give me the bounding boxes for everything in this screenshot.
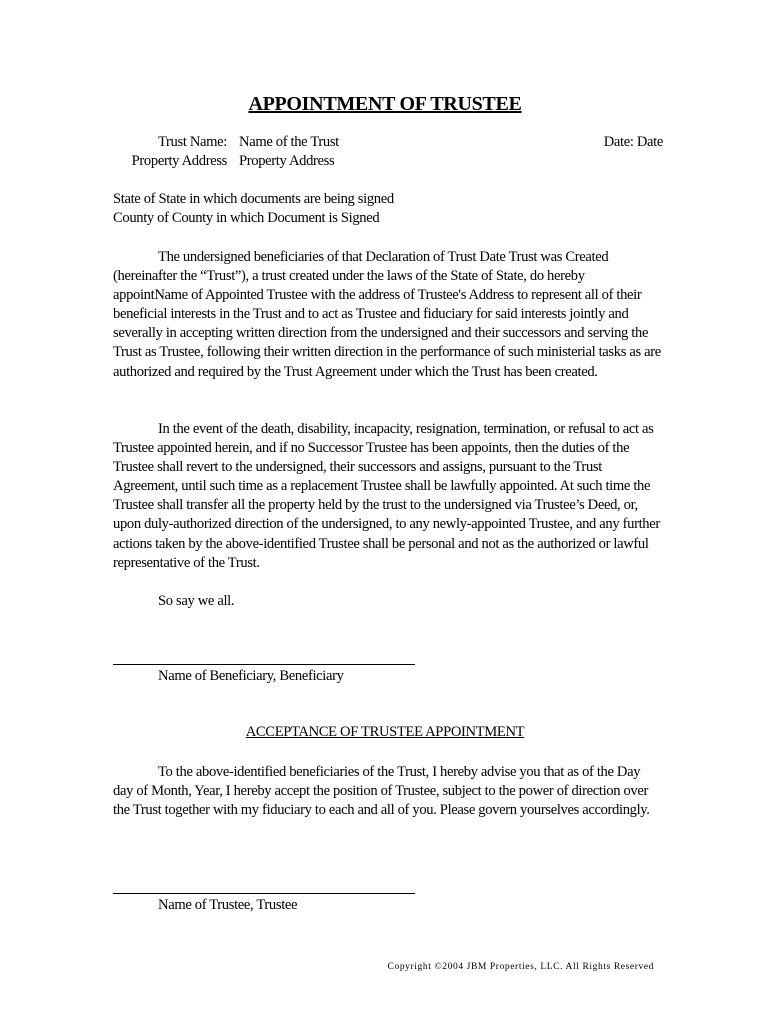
paragraph-1: The undersigned beneficiaries of that Declaration of Trust Date Trust was Created (hereinafter the “Trust”), a trust created under the laws of the State of State, do hereby appointName of Appointed Trustee with the address of Trustee's Address to represent all of their beneficial interests in the Trust and to act as Trustee and fiduciary for said interests jointly and severally in accepting written direction from the undersigned and their successors and serving the Trust as Trustee, following their written direction in the performance of such ministerial tasks as are authorized and required by the Trust Agreement under which the Trust has been created.	[113, 249, 661, 380]
trustee-signature-line	[113, 893, 415, 894]
beneficiary-signature-label: Name of Beneficiary, Beneficiary	[158, 668, 344, 684]
paragraph-3: To the above-identified beneficiaries of the Trust, I hereby advise you that as of the Day day of Month, Year, I hereby accept the position of Trustee, subject to the power of direction over the Trust together with my fiduciary to each and all of you. Please govern yourselves accordingly.	[113, 764, 650, 819]
appointment-paragraph	[113, 248, 661, 382]
state-line: State of State in which documents are being signed	[113, 191, 394, 207]
property-address-value: Property Address	[239, 153, 335, 169]
date-text: Date: Date	[603, 134, 663, 150]
acceptance-title: ACCEPTANCE OF TRUSTEE APPOINTMENT	[245, 724, 525, 740]
trust-name-value: Name of the Trust	[239, 134, 339, 150]
document-title: APPOINTMENT OF TRUSTEE	[248, 93, 522, 115]
copyright-notice: Copyright ©2004 JBM Properties, LLC. All Rights Reserved	[387, 962, 654, 972]
property-address-label: Property Address	[131, 153, 227, 169]
county-line: County of County in which Document is Signed	[113, 210, 380, 226]
trust-name-label: Trust Name:	[158, 134, 227, 150]
trustee-signature-label: Name of Trustee, Trustee	[158, 897, 298, 913]
acceptance-paragraph	[113, 763, 661, 820]
so-say-we-all: So say we all.	[158, 593, 235, 609]
paragraph-2: In the event of the death, disability, incapacity, resignation, termination, or refusal to act as Trustee appointed herein, and if no Successor Trustee has been appoints, then the duties of the Trustee shall revert to the undersigned, their successors and assigns, pursuant to the Trust Agreement, until such time as a replacement Trustee shall be lawfully appointed. At such time the Trustee shall transfer all the property held by the trust to the undersigned via Trustee’s Deed, or, upon duly-authorized direction of the undersigned, to any newly-appointed Trustee, and any further actions taken by the above-identified Trustee shall be personal and not as the authorized or lawful representative of the Trust.	[113, 421, 660, 571]
beneficiary-signature-line	[113, 664, 415, 665]
succession-paragraph	[113, 420, 661, 573]
